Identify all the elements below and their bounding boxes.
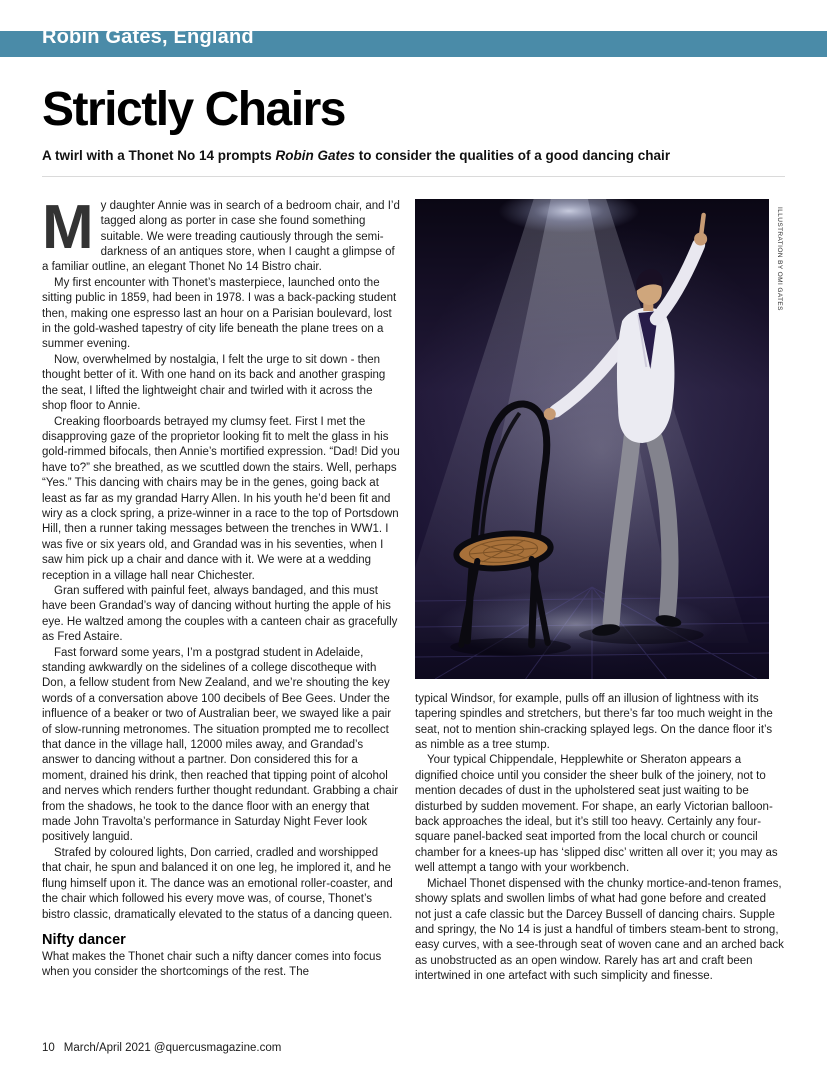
paragraph: typical Windsor, for example, pulls off an illusion of lightness with its tapering spindles and stretchers, but there’s far too much weight in the seat, not to mention shin-cracking splayed legs. On the dance floor it’s as nimble as a tree stump.	[415, 692, 773, 752]
paragraph: What makes the Thonet chair such a nifty dancer comes into focus when you consider the shortcomings of the rest. The	[42, 950, 382, 979]
dancer-illustration	[415, 199, 785, 679]
paragraph-text: y daughter Annie was in search of a bedroom chair, and I’d tagged along as porter in case she found something suitable. We were treading cautiously through the semi-darkness of an antiques store, when I caught a glimpse of a familiar outline, an elegant Thonet No 14 Bistro chair.	[42, 199, 400, 274]
paragraph: My first encounter with Thonet’s masterpiece, launched onto the sitting public in 1859, had been in 1978. I was a back-packing student then, making one espresso last an hour on a Parisian boulevard, lost in the gold-washed tapestry of city life beneath the plane trees on a summer evening.	[42, 276, 397, 351]
article-content	[42, 84, 785, 985]
paragraph: Your typical Chippendale, Hepplewhite or Sheraton appears a dignified choice until you consider the sheer bulk of the joinery, not to mention decades of dust in the upholstered seat just waiting to be disturbed by sudden movement. For shape, an early Victorian balloon-back approaches the ideal, but it’s still too heavy. Certainly any four-square panel-backed seat imported from the local church or council chamber for a knees-up has ‘slipped disc’ written all over it; you may as well attempt a tango with your workbench.	[415, 754, 778, 875]
dancer-illustration-canvas	[415, 199, 769, 679]
left-column	[42, 192, 400, 981]
kicker-bar	[0, 26, 827, 57]
section-heading: Nifty dancer	[42, 931, 126, 948]
paragraph: Strafed by coloured lights, Don carried, cradled and worshipped that chair, he spun and balanced it on one leg, he implored it, and he flung himself upon it. The dance was an emotional roller-coaster, and the chair which followed his every move was, of course, Thonet’s bistro classic, dramatically elevated to the status of a dancing queen.	[42, 846, 393, 921]
subtitle-author-name: Robin Gates	[275, 147, 356, 163]
paragraph: Creaking floorboards betrayed my clumsy feet. First I met the disapproving gaze of the proprietor looking fit to melt the glass in his gold-rimmed bifocals, then Annie’s mortified expression. “Dad! Did you have to?” she breathed, as we scuttled down the stairs. Well, perhaps “Yes.” This dancing with chairs may be in the genes, going back at least as far as my grandad Harry Allen. In his youth he’d been fit and wiry as a clock spring, a prize-winner in a race to the top of Portsdown Hill, then a runner taking messages between the trenches in WW1. I was five or six years old, and Grandad was in his seventies, when I saw him pick up a chair and dance with it. We were at a wedding reception in a village hall near Chichester.	[42, 415, 400, 582]
article-columns	[42, 192, 785, 985]
author-location-kicker: Robin Gates, England	[42, 26, 254, 48]
illustration-credit: ILLUSTRATION BY OMI GATES	[776, 206, 783, 311]
issue-info: March/April 2021 @quercusmagazine.com	[63, 1042, 282, 1054]
subtitle-suffix: to consider the qualities of a good dancing chair	[355, 147, 671, 163]
page-number: 10	[42, 1042, 55, 1054]
header-divider	[42, 176, 785, 177]
article-title: Strictly Chairs	[42, 83, 345, 136]
paragraph: Fast forward some years, I’m a postgrad student in Adelaide, standing awkwardly on the sidelines of a college discotheque with Don, a fellow student from New Zealand, and we’re shouting the key words of a conversation above 100 decibels of Bee Gees. Under the influence of a beaker or two of Australian beer, we swayed like a pair of slow-running metronomes. The situation prompted me to recollect that dance in the village hall, 12000 miles away, and Grandad’s answer to dancing without a partner. Don considered this for a moment, drained his drink, then reached that tipping point of alcohol and nerves which renders further thought redundant. Grabbing a chair from the shadows, he took to the dance floor with an energy that made John Travolta’s performance in Saturday Night Fever look positively languid.	[42, 646, 399, 844]
article-subtitle	[42, 148, 785, 163]
subtitle-prefix: A twirl with a Thonet No 14 prompts	[42, 147, 276, 163]
paragraph: Now, overwhelmed by nostalgia, I felt the urge to sit down - then thought better of it. With one hand on its back and another grasping the seat, I lifted the lightweight chair and twirled with it across the shop floor to Annie.	[42, 353, 386, 413]
page-footer	[42, 1042, 281, 1054]
paragraph	[42, 192, 400, 276]
paragraph: Michael Thonet dispensed with the chunky mortice-and-tenon frames, showy splats and swollen limbs of what had gone before and created not just a cafe classic but the Darcey Bussell of dancing chairs. Supple and springy, the No 14 is just a handful of timbers steam-bent to strong, easy curves, with a see-through seat of woven cane and an arched back as unobstructed as an open window. Rarely has art and craft been intertwined in one artefact with such simplicity and finesse.	[415, 877, 784, 983]
right-column	[415, 199, 785, 985]
paragraph: Gran suffered with painful feet, always bandaged, and this must have been Grandad’s way of dancing without hurting the apple of his eye. He waltzed among the couples with a canteen chair as gracefully as Fred Astaire.	[42, 584, 398, 644]
drop-cap: M	[42, 192, 94, 262]
